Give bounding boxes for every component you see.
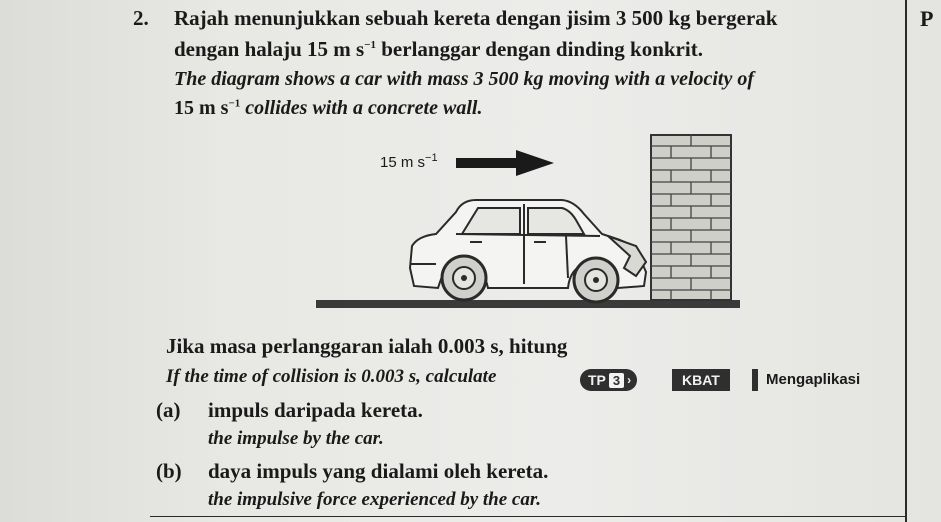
condition-en: If the time of collision is 0.003 s, calculate [166,366,497,387]
tp-badge [580,369,637,391]
part-a-ms: impuls daripada kereta. [208,398,423,422]
rear-wheel [442,256,486,300]
question-en-line1: The diagram shows a car with mass 3 500 kg moving with a velocity of [174,68,755,90]
tp-level: 3 [609,373,624,388]
condition-ms: Jika masa perlanggaran ialah 0.003 s, hitung [166,334,568,358]
concrete-wall [651,135,731,300]
margin-mark: P [920,6,934,31]
part-b-en: the impulsive force experienced by the car. [208,489,541,510]
question-number: 2. [133,6,149,30]
question-en-line2: 15 m $s^{-1}$ collides with a concrete wall. [174,97,483,119]
kbat-badge: KBAT [672,369,730,391]
question-ms-line1: Rajah menunjukkan sebuah kereta dengan jisim 3 500 kg bergerak [174,6,778,30]
part-a-label: (a) [156,398,181,422]
tp-label: TP [588,372,606,388]
front-wheel [574,258,618,302]
part-b-label: (b) [156,459,182,483]
question-ms-line2: dengan halaju 15 m $s^{-1}$ berlanggar dengan dinding konkrit. [174,37,703,61]
velocity-label: 15 m $s^{-1}$ [380,152,438,171]
part-a-en: the impulse by the car. [208,428,384,449]
ground [316,300,740,308]
velocity-arrow [456,150,554,176]
chevron-right-icon: › [627,373,632,387]
skill-label: Mengaplikasi [752,369,860,391]
part-b-ms: daya impuls yang dialami oleh kereta. [208,459,549,483]
